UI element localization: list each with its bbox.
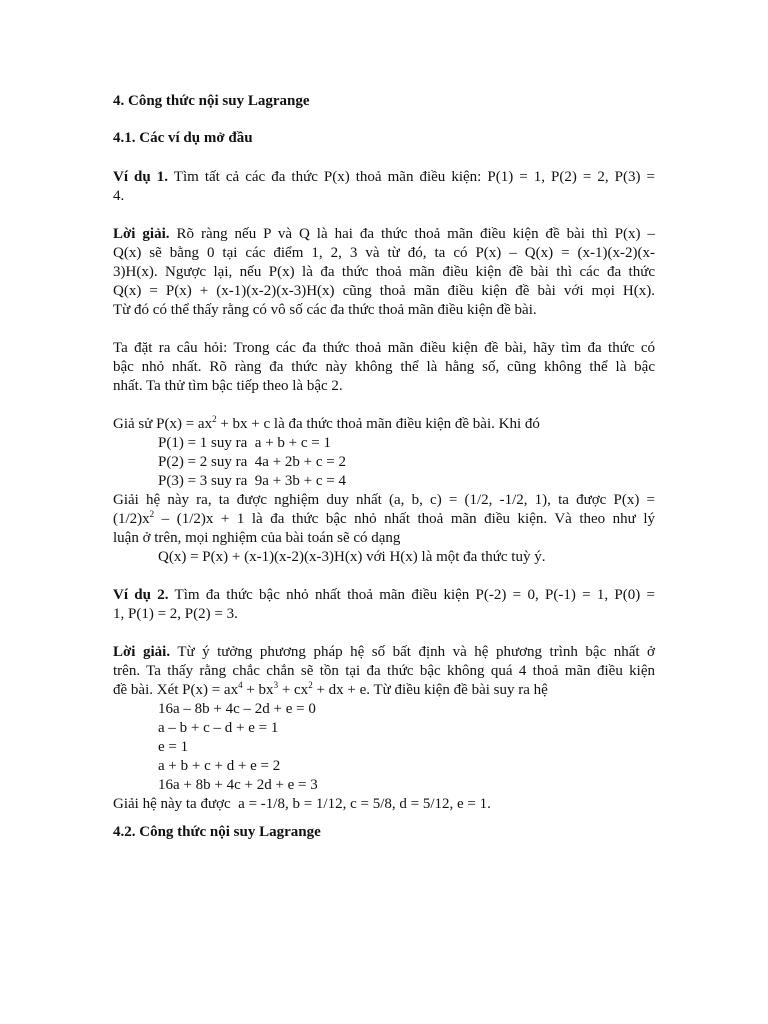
- degree-2-line-2: Giải hệ này ra, ta được nghiệm duy nhất (a, b, c) = (1/2, -1/2, 1), ta được P(x) =: [113, 492, 655, 508]
- solution-2-line-3: đề bài. Xét $P(x) = ax^4 + bx^3 + cx^2$ + dx + e. Từ điều kiện đề bài suy ra hệ: [113, 680, 548, 698]
- system-equation-2: a – b + c – d + e = 1: [158, 720, 279, 736]
- system-equation-5: 16a + 8b + 4c + 2d + e = 3: [158, 777, 318, 793]
- solution-1-line-2: Q(x) sẽ bằng 0 tại các điểm 1, 2, 3 và từ đó, ta có P(x) – Q(x) = (x-1)(x-2)(x-: [113, 245, 655, 261]
- solution-1-line-3: 3)H(x). Ngược lại, nếu P(x) là đa thức thoả mãn điều kiện đề bài thì các đa thức: [113, 264, 655, 280]
- solution-1-line-4: Q(x) = P(x) + (x-1)(x-2)(x-3)H(x) cũng thoả mãn điều kiện đề bài với mọi H(x).: [113, 283, 655, 299]
- solution-2-result: Giải hệ này ta được a = -1/8, b = 1/12, c = 5/8, d = 5/12, e = 1.: [113, 796, 491, 812]
- degree-2-line-1: Giả sử $P(x) = ax^2$ + bx + c là đa thức thoả mãn điều kiện đề bài. Khi đó: [113, 414, 540, 432]
- example-2-line-1: Ví dụ 2. Tìm đa thức bậc nhỏ nhất thoả mãn điều kiện P(-2) = 0, P(-1) = 1, P(0) =: [113, 587, 655, 603]
- system-equation-3: e = 1: [158, 739, 189, 755]
- question-paragraph-line-2: bậc nhỏ nhất. Rõ ràng đa thức này không thể là hằng số, cũng không thể là bậc: [113, 359, 655, 375]
- question-paragraph-line-1: Ta đặt ra câu hỏi: Trong các đa thức thoả mãn điều kiện đề bài, hãy tìm đa thức có: [113, 340, 655, 356]
- solution-2-line-1: Lời giải. Từ ý tưởng phương pháp hệ số bất định và hệ phương trình bậc nhất ở: [113, 644, 655, 660]
- equation-p3: P(3) = 3 suy ra 9a + 3b + c = 4: [158, 473, 346, 489]
- example-1-label: Ví dụ 1.: [113, 169, 169, 185]
- example-2-line-2: 1, P(1) = 2, P(2) = 3.: [113, 606, 238, 622]
- question-paragraph-line-3: nhất. Ta thử tìm bậc tiếp theo là bậc 2.: [113, 378, 343, 394]
- example-2-label: Ví dụ 2.: [113, 587, 169, 603]
- solution-2-line-2: trên. Ta thấy rằng chắc chắn sẽ tồn tại đa thức bậc không quá 4 thoả mãn điều kiện: [113, 663, 655, 679]
- example-1-line-2: 4.: [113, 188, 125, 204]
- system-equation-4: a + b + c + d + e = 2: [158, 758, 281, 774]
- subsection-heading-4-1: 4.1. Các ví dụ mở đầu: [113, 130, 253, 146]
- equation-p2: P(2) = 2 suy ra 4a + 2b + c = 2: [158, 454, 346, 470]
- solution-1-line-1: Lời giải. Rõ ràng nếu P và Q là hai đa thức thoả mãn điều kiện đề bài thì P(x) –: [113, 226, 655, 242]
- general-solution-formula: Q(x) = P(x) + (x-1)(x-2)(x-3)H(x) với H(x) là một đa thức tuỳ ý.: [158, 549, 546, 565]
- solution-2-label: Lời giải.: [113, 644, 171, 660]
- section-title: 4. Công thức nội suy Lagrange: [113, 93, 310, 109]
- solution-1-line-5: Từ đó có thể thấy rằng có vô số các đa thức thoả mãn điều kiện đề bài.: [113, 302, 537, 318]
- system-equation-1: 16a – 8b + 4c – 2d + e = 0: [158, 701, 316, 717]
- solution-1-label: Lời giải.: [113, 226, 170, 242]
- subsection-heading-4-2: 4.2. Công thức nội suy Lagrange: [113, 824, 321, 840]
- degree-2-line-4: luận ở trên, mọi nghiệm của bài toán sẽ có dạng: [113, 530, 401, 546]
- equation-p1: P(1) = 1 suy ra a + b + c = 1: [158, 435, 331, 451]
- example-1-line-1: Ví dụ 1. Tìm tất cả các đa thức P(x) thoả mãn điều kiện: P(1) = 1, P(2) = 2, P(3) =: [113, 169, 655, 185]
- degree-2-line-3: $(1/2)x^2 - (1/2)x + 1$ là đa thức bậc nhỏ nhất thoả mãn điều kiện. Và theo như lý: [113, 509, 655, 527]
